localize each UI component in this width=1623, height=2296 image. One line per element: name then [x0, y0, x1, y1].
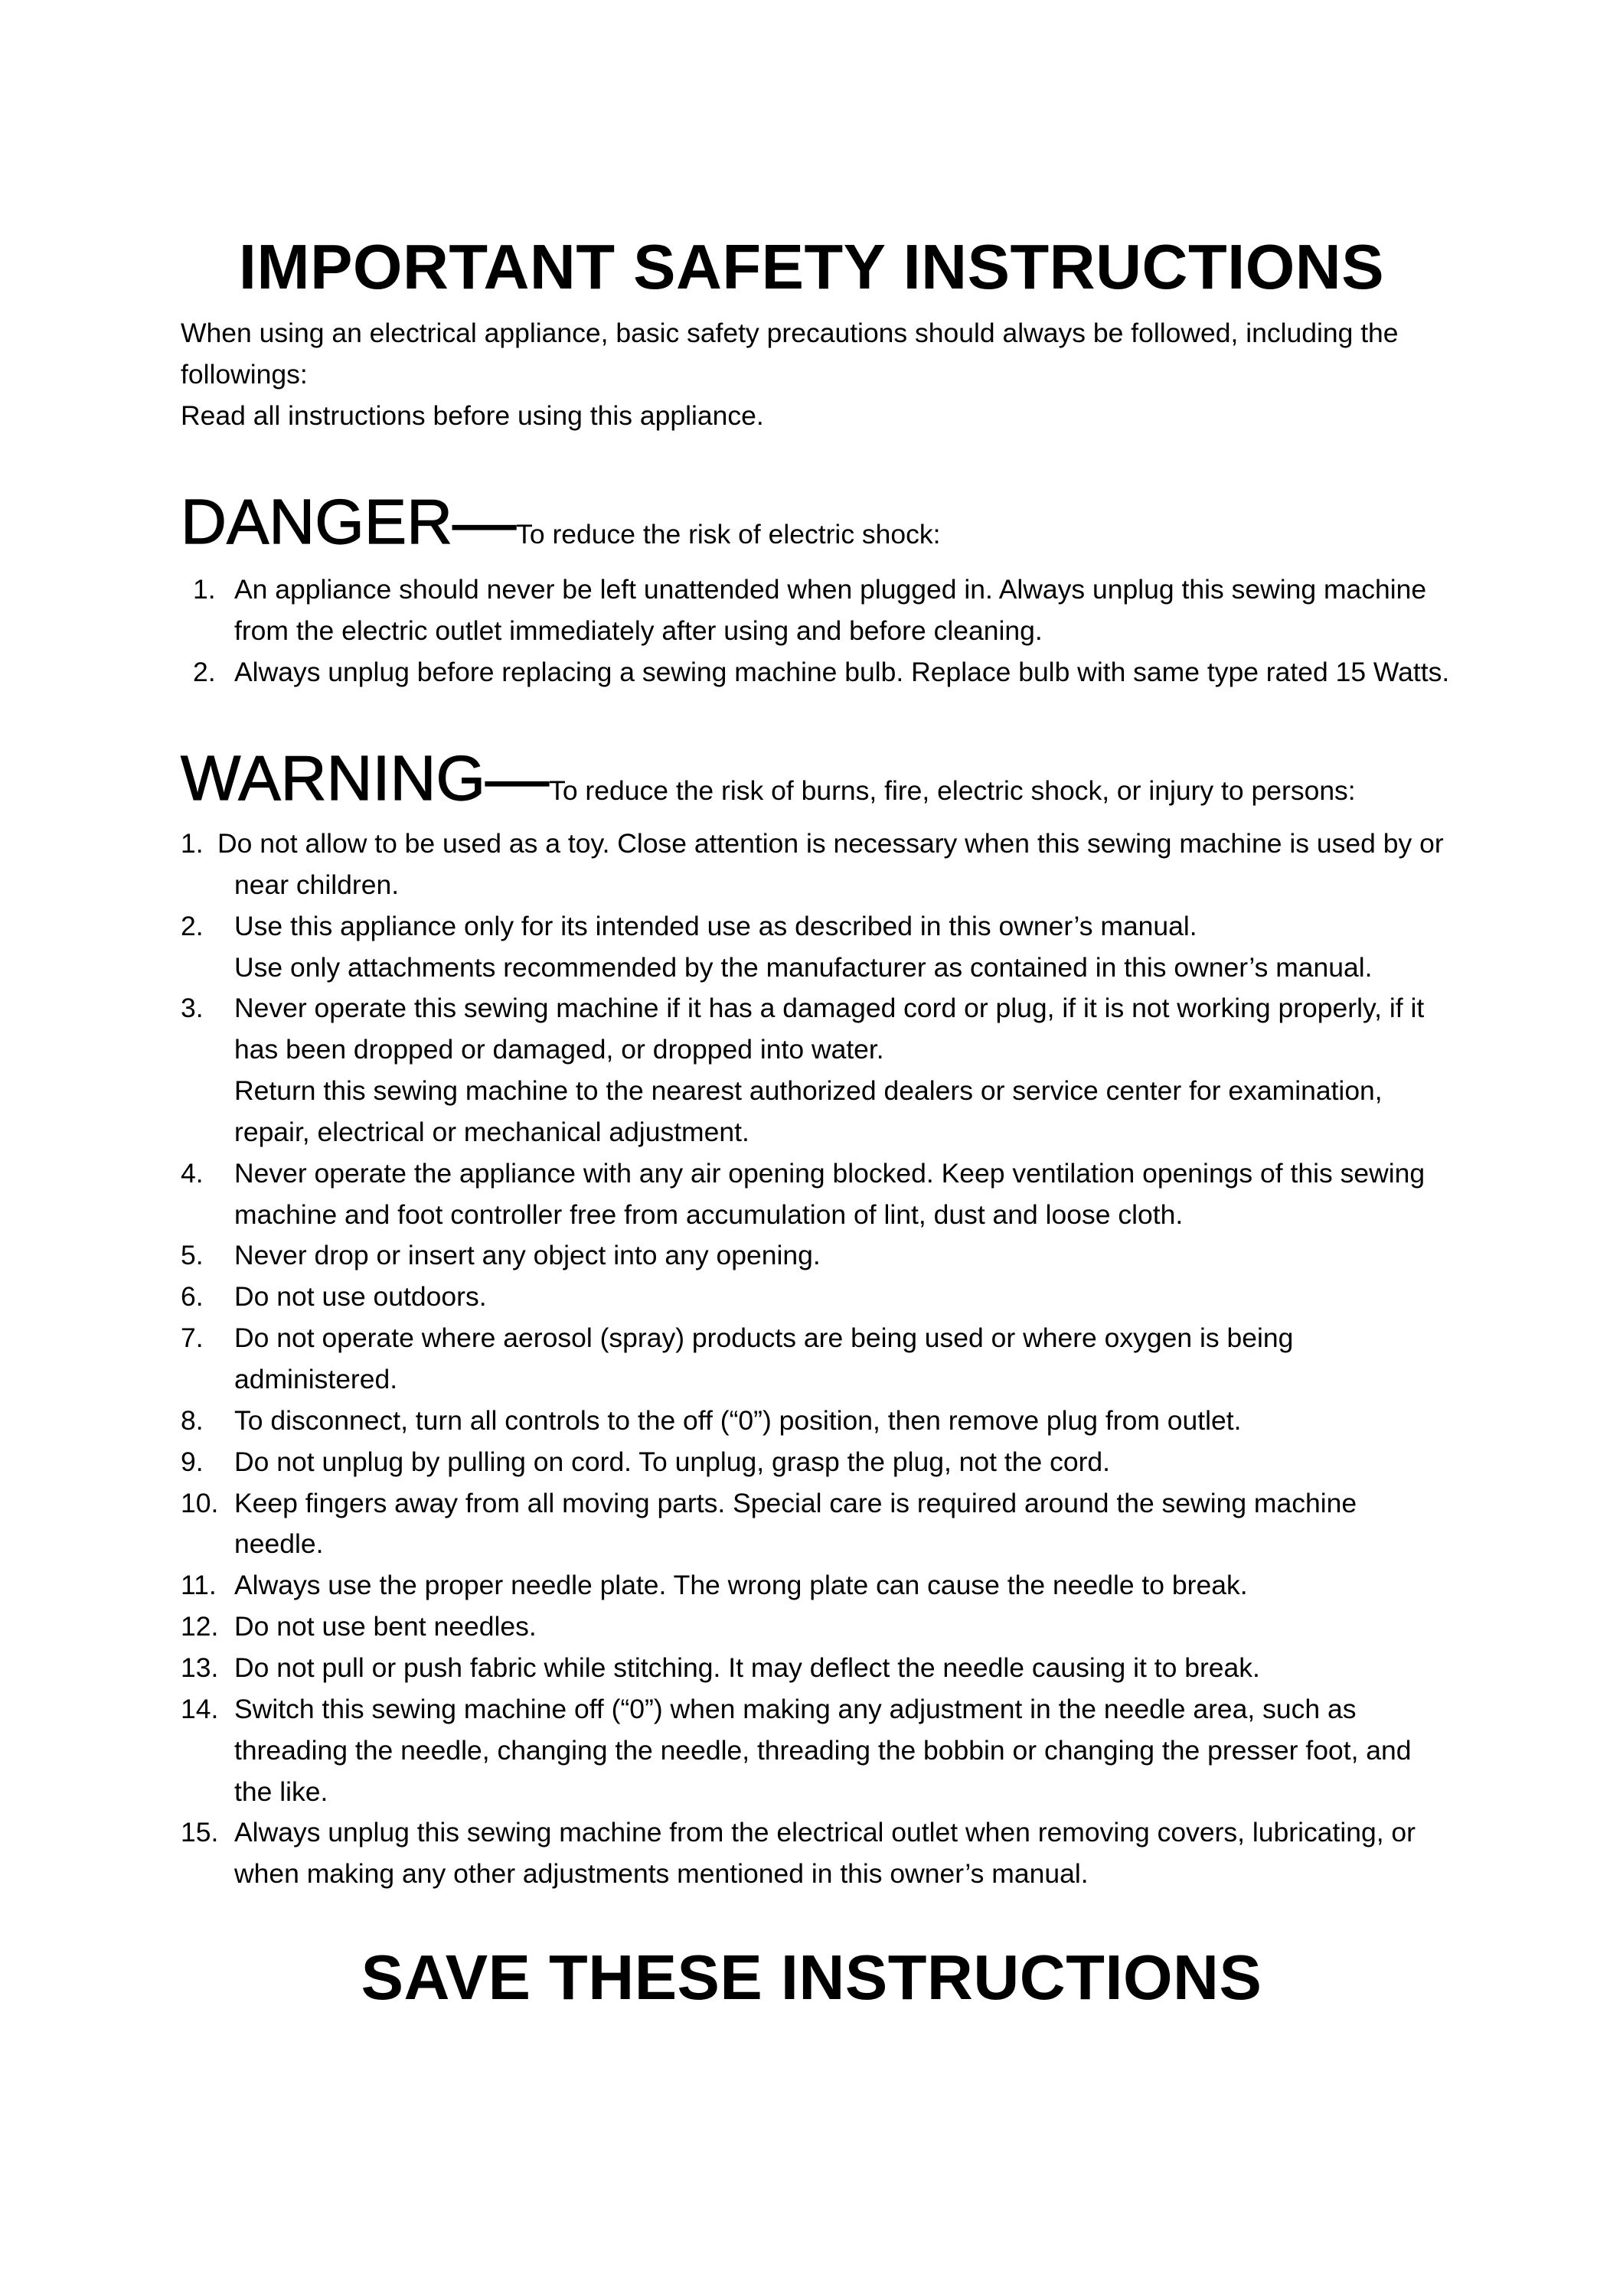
warning-subtitle: To reduce the risk of burns, fire, electric shock, or injury to persons:	[549, 775, 1356, 806]
warning-item-text: Use only attachments recommended by the manufacturer as contained in this owner’s manual.	[234, 952, 1373, 983]
danger-item-text: from the electric outlet immediately after using and before cleaning.	[234, 615, 1043, 646]
danger-item-number: 1.	[193, 574, 216, 605]
warning-item-number: 13.	[181, 1652, 219, 1683]
warning-item-text: Do not use bent needles.	[234, 1611, 537, 1642]
warning-item-number: 5.	[181, 1240, 204, 1270]
warning-item-text: needle.	[234, 1528, 324, 1559]
warning-item-text: Never operate the appliance with any air opening blocked. Keep ventilation openings of this sewing	[234, 1158, 1425, 1189]
intro-line-2: followings:	[181, 359, 308, 390]
warning-item-text: Do not unplug by pulling on cord. To unplug, grasp the plug, not the cord.	[234, 1446, 1111, 1477]
warning-item-number: 10.	[181, 1488, 219, 1518]
warning-item-number: 7.	[181, 1322, 204, 1353]
warning-item-text: when making any other adjustments mentioned in this owner’s manual.	[234, 1858, 1089, 1889]
warning-item-text: administered.	[234, 1364, 398, 1394]
warning-item-text: Always unplug this sewing machine from the electrical outlet when removing covers, lubricating, or	[234, 1817, 1416, 1848]
warning-item-number: 1.	[181, 828, 204, 859]
danger-subtitle: To reduce the risk of electric shock:	[516, 519, 941, 550]
warning-item-number: 2.	[181, 911, 204, 941]
warning-item-text: Return this sewing machine to the nearest authorized dealers or service center for examination,	[234, 1075, 1383, 1106]
warning-item-text: threading the needle, changing the needle, threading the bobbin or changing the presser foot, and	[234, 1735, 1412, 1766]
warning-item-number: 8.	[181, 1405, 204, 1436]
page-title: IMPORTANT SAFETY INSTRUCTIONS	[238, 231, 1385, 302]
warning-item-number: 3.	[181, 993, 204, 1023]
warning-item-text: Switch this sewing machine off (“0”) when making any adjustment in the needle area, such as	[234, 1694, 1357, 1724]
warning-item-number: 6.	[181, 1281, 204, 1312]
warning-item-text: Never drop or insert any object into any opening.	[234, 1240, 821, 1270]
warning-item-text: Keep fingers away from all moving parts. Special care is required around the sewing machine	[234, 1488, 1357, 1518]
warning-heading	[181, 742, 1356, 814]
warning-item-number: 9.	[181, 1446, 204, 1477]
warning-item-text: Always use the proper needle plate. The wrong plate can cause the needle to break.	[234, 1570, 1248, 1600]
warning-item-text: the like.	[234, 1776, 328, 1807]
danger-item-text: Always unplug before replacing a sewing machine bulb. Replace bulb with same type rated 15 Watts.	[234, 657, 1450, 687]
save-instructions-title: SAVE THESE INSTRUCTIONS	[361, 1942, 1262, 2013]
warning-label: WARNING—	[181, 742, 550, 814]
warning-item-text: Do not use outdoors.	[234, 1281, 487, 1312]
warning-item-number: 14.	[181, 1694, 219, 1724]
warning-item-text: Never operate this sewing machine if it has a damaged cord or plug, if it is not working properly, if it	[234, 993, 1425, 1023]
warning-item-text: To disconnect, turn all controls to the off (“0”) position, then remove plug from outlet.	[234, 1405, 1242, 1436]
warning-item-number: 11.	[181, 1570, 217, 1600]
warning-item-number: 4.	[181, 1158, 204, 1189]
warning-item-text: near children.	[234, 869, 400, 900]
intro-line-3: Read all instructions before using this appliance.	[181, 400, 764, 431]
warning-item-text: has been dropped or damaged, or dropped into water.	[234, 1034, 884, 1065]
warning-item-number: 12.	[181, 1611, 219, 1642]
warning-item-text: repair, electrical or mechanical adjustment.	[234, 1117, 749, 1147]
warning-item-number: 15.	[181, 1817, 219, 1848]
intro-line-1: When using an electrical appliance, basic safety precautions should always be followed, including the	[181, 318, 1399, 348]
danger-heading	[181, 486, 941, 557]
warning-item-text: Do not allow to be used as a toy. Close attention is necessary when this sewing machine is used by or	[217, 828, 1444, 859]
warning-item-text: machine and foot controller free from accumulation of lint, dust and loose cloth.	[234, 1199, 1184, 1230]
danger-item-text: An appliance should never be left unattended when plugged in. Always unplug this sewing machine	[234, 574, 1427, 605]
warning-item-text: Do not operate where aerosol (spray) products are being used or where oxygen is being	[234, 1322, 1294, 1353]
warning-item-text: Do not pull or push fabric while stitching. It may deflect the needle causing it to break.	[234, 1652, 1260, 1683]
danger-item-number: 2.	[193, 657, 216, 687]
warning-item-text: Use this appliance only for its intended use as described in this owner’s manual.	[234, 911, 1197, 941]
danger-label: DANGER—	[181, 486, 517, 557]
